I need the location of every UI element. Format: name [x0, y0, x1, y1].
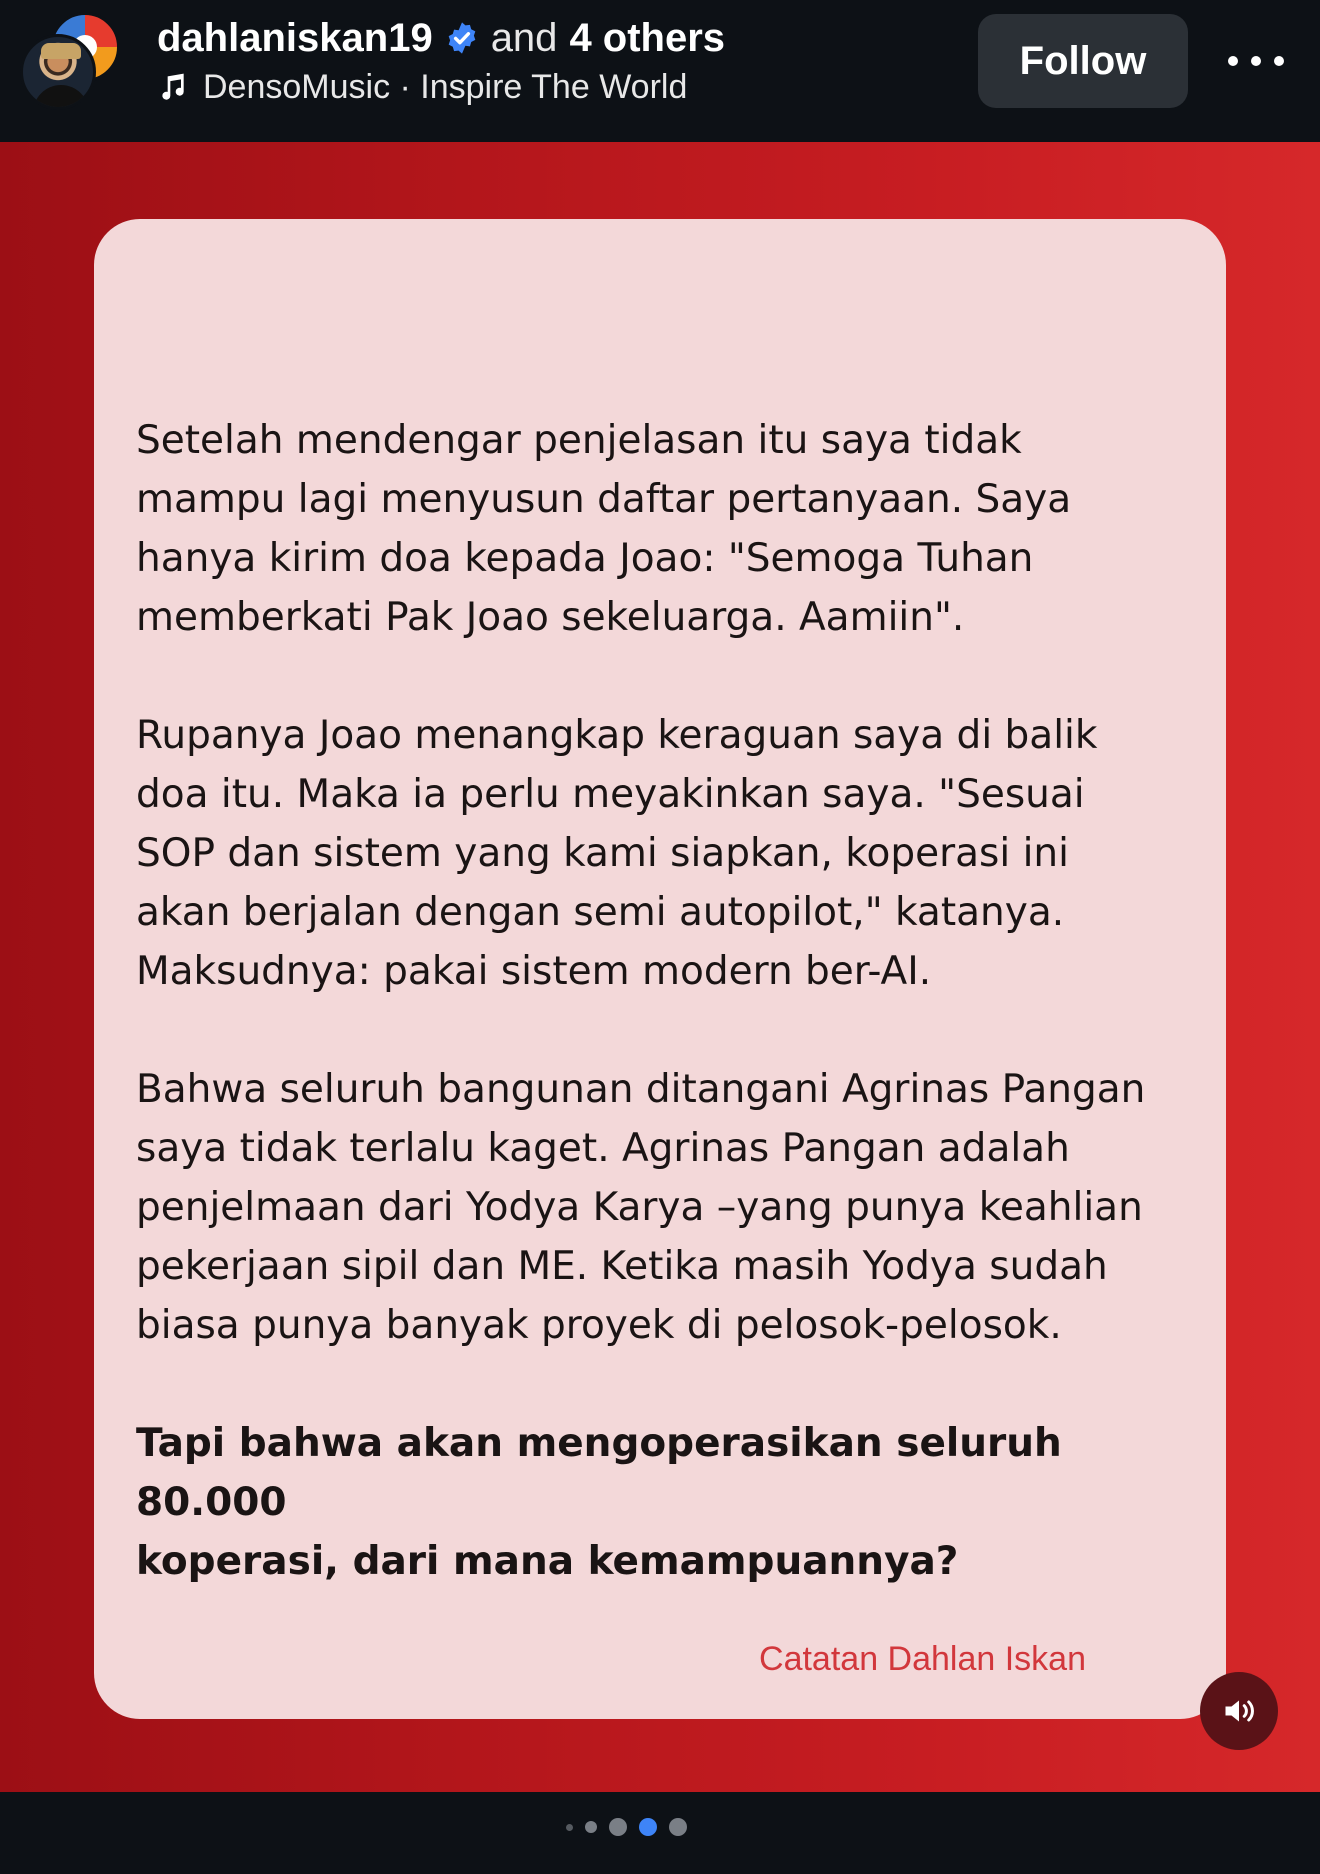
music-info[interactable]: [157, 64, 687, 110]
more-dot: [1251, 56, 1261, 66]
signature: Catatan Dahlan Iskan: [759, 1640, 1086, 1678]
follow-button[interactable]: Follow: [978, 14, 1188, 108]
post-header: [0, 0, 1320, 142]
post-image[interactable]: [0, 142, 1320, 1792]
sound-toggle-button[interactable]: [1200, 1672, 1278, 1750]
carousel-dot: [585, 1821, 597, 1833]
speaker-icon: [1221, 1693, 1257, 1729]
verified-badge-icon: [445, 21, 479, 55]
carousel-dot-active: [639, 1818, 657, 1836]
quote-card: [94, 219, 1226, 1719]
music-label: DensoMusic · Inspire The World: [203, 67, 688, 106]
avatar[interactable]: [20, 34, 96, 110]
collab-avatars[interactable]: [20, 12, 120, 112]
avatar-hat: [41, 43, 81, 59]
more-dot: [1228, 56, 1238, 66]
and-text: and: [490, 15, 558, 60]
paragraph-3: Bahwa seluruh bangunan ditangani Agrinas Pangan saya tidak terlalu kaget. Agrinas Pangan adalah penjelmaan dari Yodya Karya –yang punya keahlian pekerjaan sipil dan ME. Ketika masih Yodya sudah biasa punya banyak proyek di pelosok-pelosok.: [136, 1067, 1146, 1348]
carousel-dot: [566, 1824, 573, 1831]
card-text: [136, 411, 1196, 1591]
carousel-footer: [0, 1792, 1320, 1874]
paragraph-2: Rupanya Joao menangkap keraguan saya di balik doa itu. Maka ia perlu meyakinkan saya. "Sesuai SOP dan sistem yang kami siapkan, koperasi ini akan berjalan dengan semi autopilot," katanya. Maksudnya: pakai sistem modern ber-AI.: [136, 713, 1098, 994]
music-note-icon: [157, 71, 189, 103]
avatar-body: [33, 85, 89, 110]
paragraph-1: Setelah mendengar penjelasan itu saya tidak mampu lagi menyusun daftar pertanyaan. Saya hanya kirim doa kepada Joao: "Semoga Tuhan memberkati Pak Joao sekeluarga. Aamiin".: [136, 418, 1072, 640]
username-link[interactable]: dahlaniskan19: [157, 15, 433, 60]
carousel-dot: [609, 1818, 627, 1836]
author-line: [157, 12, 725, 64]
carousel-dot: [669, 1818, 687, 1836]
more-dot: [1274, 56, 1284, 66]
paragraph-4-bold: Tapi bahwa akan mengoperasikan seluruh 80.000 koperasi, dari mana kemampuannya?: [136, 1421, 1062, 1584]
others-link[interactable]: 4 others: [569, 15, 726, 60]
carousel-indicator: [566, 1818, 687, 1836]
more-options-icon[interactable]: [1228, 44, 1284, 78]
